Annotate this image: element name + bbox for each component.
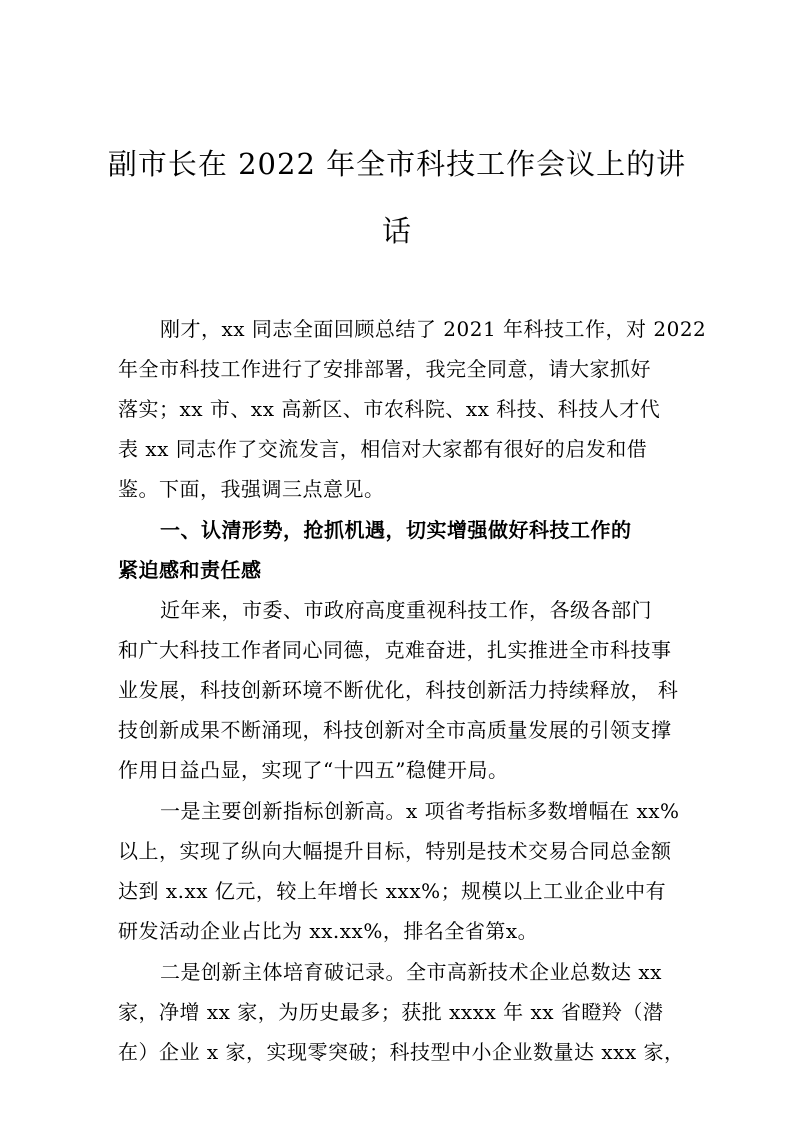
paragraph-line: 业发展，科技创新环境不断优化，科技创新活力持续释放， 科 (118, 678, 679, 702)
section-heading-line: 紧迫感和责任感 (118, 558, 262, 582)
paragraph-line: 二是创新主体培育破记录。全市高新技术企业总数达 xx (160, 960, 662, 984)
paragraph-line: 年全市科技工作进行了安排部署，我完全同意，请大家抓好 (118, 357, 651, 381)
paragraph-line: 技创新成果不断涌现，科技创新对全市高质量发展的引领支撑 (118, 718, 672, 742)
paragraph-line: 近年来，市委、市政府高度重视科技工作，各级各部门 (160, 598, 652, 622)
paragraph-line: 表 xx 同志作了交流发言，相信对大家都有很好的启发和借 (118, 437, 648, 461)
paragraph-line: 以上，实现了纵向大幅提升目标，特别是技术交易合同总金额 (118, 839, 672, 863)
paragraph-line: 刚才，xx 同志全面回顾总结了 2021 年科技工作，对 2022 (160, 317, 707, 341)
paragraph-line: 达到 x.xx 亿元，较上年增长 xxx%；规模以上工业企业中有 (118, 879, 667, 903)
paragraph-line: 在）企业 x 家，实现零突破；科技型中小企业数量达 xxx 家， (118, 1040, 685, 1064)
paragraph-line: 家，净增 xx 家，为历史最多；获批 xxxx 年 xx 省瞪羚（潜 (118, 1000, 664, 1024)
paragraph-line: 落实；xx 市、xx 高新区、市农科院、xx 科技、科技人才代 (118, 397, 661, 421)
paragraph-line: 一是主要创新指标创新高。x 项省考指标多数增幅在 xx% (160, 799, 680, 823)
document-title-line-1: 副市长在 2022 年全市科技工作会议上的讲 (107, 147, 687, 181)
paragraph-line: 研发活动企业占比为 xx.xx%，排名全省第x。 (118, 919, 539, 943)
paragraph-line: 和广大科技工作者同心同德，克难奋进，扎实推进全市科技事 (118, 638, 672, 662)
paragraph-line: 鉴。下面，我强调三点意见。 (118, 477, 385, 501)
document-title-line-2: 话 (381, 214, 412, 248)
section-heading-line: 一、认清形势，抢抓机遇，切实增强做好科技工作的 (160, 518, 632, 542)
paragraph-line: 作用日益凸显，实现了“十四五”稳健开局。 (118, 758, 509, 782)
